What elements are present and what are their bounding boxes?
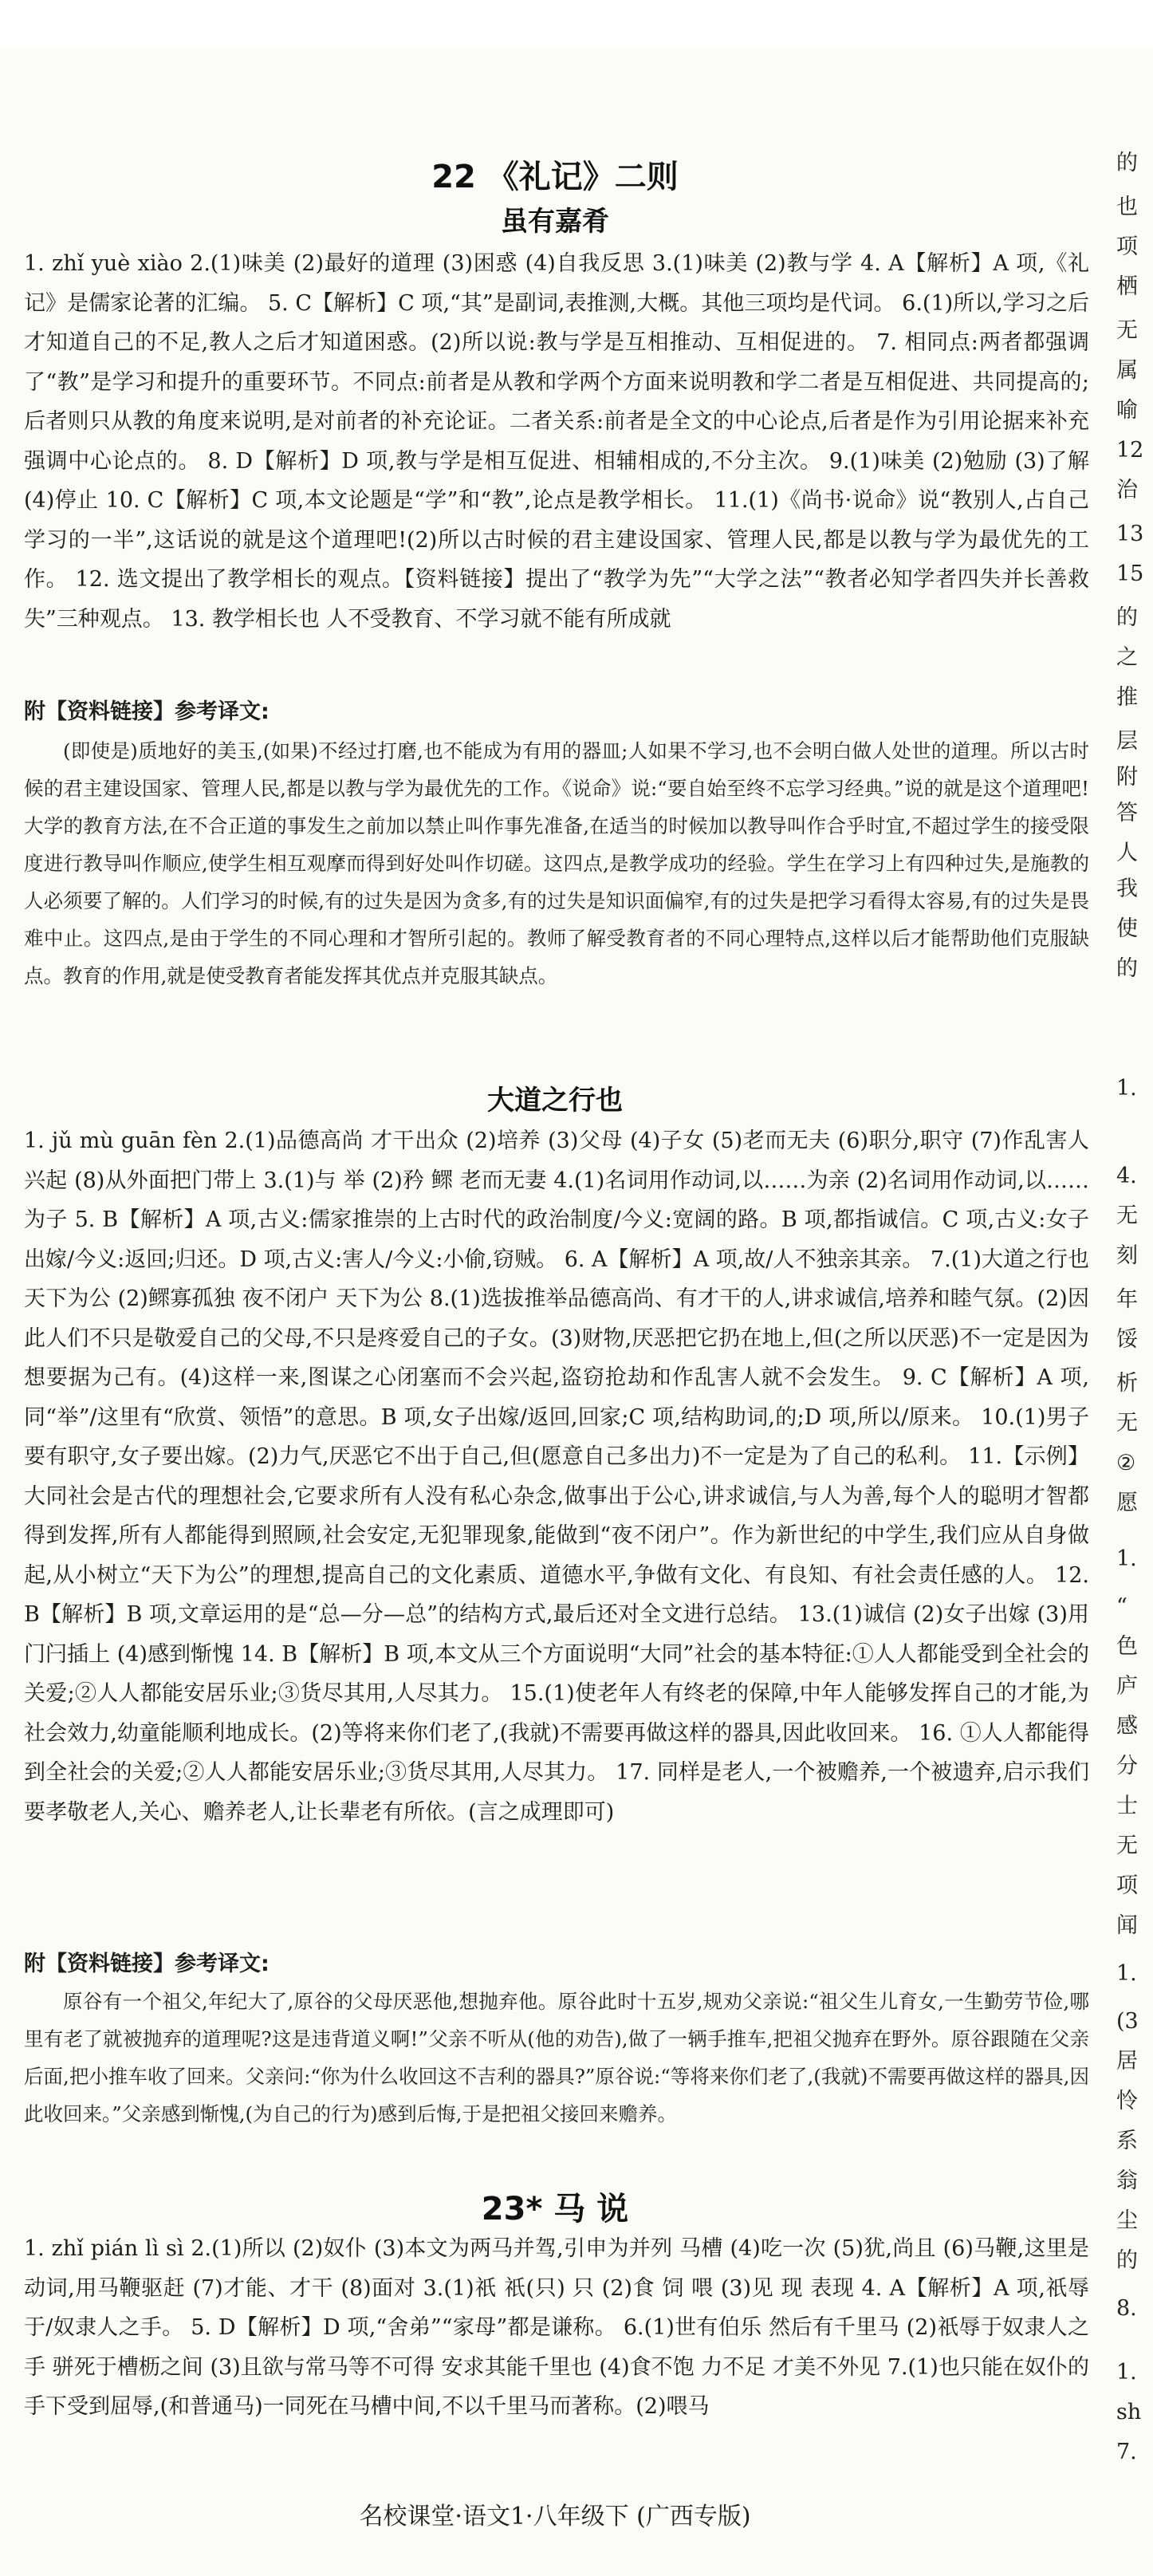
- adjacent-column-char: 1.: [1116, 1961, 1137, 1986]
- adjacent-column-char: 属: [1116, 358, 1138, 383]
- adjacent-column-char: 1.: [1116, 1076, 1137, 1101]
- appendix-label-2: 附【资料链接】参考译文:: [24, 1952, 270, 1976]
- adjacent-column-char: 12: [1116, 438, 1144, 463]
- adjacent-column-char: 闻: [1116, 1913, 1138, 1938]
- adjacent-column-char: 附: [1116, 765, 1138, 790]
- adjacent-column-char: 13: [1116, 522, 1144, 546]
- adjacent-column-char: 分: [1116, 1754, 1138, 1778]
- section-title-sui-you-jia-yao: 虽有嘉肴: [501, 206, 609, 238]
- adjacent-column-char: 1.: [1116, 1546, 1137, 1571]
- adjacent-column-char: 栖: [1116, 274, 1138, 299]
- adjacent-column-char: 析: [1116, 1371, 1138, 1396]
- adjacent-column-char: 1.: [1116, 2360, 1137, 2385]
- adjacent-column-char: 推: [1116, 685, 1138, 710]
- translation-sui-you-jia-yao: (即使是)质地好的美玉,(如果)不经过打磨,也不能成为有用的器皿;人如果不学习,也不会明白做人处世的道理。所以古时候的君主建设国家、管理人民,都是以教与学为最优先的工作。《说命》说:“要自始至终不忘学习经典。”说的就是这个道理吧!大学的教育方法,在不合正道的事发生之前加以禁止叫作事先准备,在适当的时候加以教导叫作合乎时宜,不超过学生的接受限度进行教导叫作顺应,使学生相互观摩而得到好处叫作切磋。这四点,是教学成功的经验。学生在学习上有四种过失,是施教的人必须要了解的。人们学习的时候,有的过失是因为贪多,有的过失是知识面偏窄,有的过失是把学习看得太容易,有的过失是畏难中止。这四点,是由于学生的不同心理和才智所引起的。教师了解受教育者的不同心理特点,这样以后才能帮助他们克服缺点。教育的作用,就是使受教育者能发挥其优点并克服其缺点。: [24, 739, 1089, 987]
- adjacent-column-char: 色: [1116, 1634, 1138, 1659]
- adjacent-column-char: 的: [1116, 956, 1138, 981]
- adjacent-column-char: 也: [1116, 195, 1138, 219]
- adjacent-column-char: sh: [1116, 2400, 1142, 2424]
- adjacent-column-char: 7.: [1116, 2440, 1137, 2464]
- adjacent-column-char: 治: [1116, 478, 1138, 502]
- adjacent-column-char: 的: [1116, 2248, 1138, 2273]
- adjacent-column-char: 使: [1116, 916, 1138, 941]
- adjacent-column-fragment: [1116, 0, 1153, 2576]
- adjacent-column-char: 无: [1116, 1834, 1138, 1858]
- adjacent-column-char: 无: [1116, 1411, 1138, 1436]
- adjacent-column-char: 的: [1116, 605, 1138, 630]
- adjacent-column-char: 4.: [1116, 1164, 1137, 1188]
- adjacent-column-char: 喻: [1116, 398, 1138, 423]
- adjacent-column-char: “: [1116, 1594, 1127, 1619]
- adjacent-column-char: 无: [1116, 1203, 1138, 1228]
- translation-da-dao-zhi-xing-ye: 原谷有一个祖父,年纪大了,原谷的父母厌恶他,想抛弃他。原谷此时十五岁,规劝父亲说:“祖父生儿育女,一生勤劳节俭,哪里有老了就被抛弃的道理呢?这是违背道义啊!”父亲不听从(他的劝告),做了一辆手推车,把祖父抛弃在野外。原谷跟随在父亲后面,把小推车收了回来。父亲问:“你为什么收回这不吉利的器具?”原谷说:“等将来你们老了,(我就)不需要再做这样的器具,因此收回来。”父亲感到惭愧,(为自己的行为)感到后悔,于是把祖父接回来赡养。: [24, 1990, 1089, 2125]
- answers-ma-shuo: 1. zhǐ pián lì sì 2.(1)所以 (2)奴仆 (3)本文为两马并驾,引申为并列 马槽 (4)吃一次 (5)犹,尚且 (6)马鞭,这里是动词,用马鞭驱赶 (7)才能、才干 (8)面对 3.(1)祇 祇(只) 只 (2)食 饲 喂 (3)见 现 表现 4. A【解析】A 项,祇辱于/奴隶人之手。 5. D【解析】D 项,“舍弟”“家母”都是谦称。 6.(1)世有伯乐 然后有千里马 (2)祇辱于奴隶人之手 骈死于槽枥之间 (3)且欲与常马等不可得 安求其能千里也 (4)食不饱 力不足 才美不外见 7.(1)也只能在奴仆的手下受到屈辱,(和普通马)一同死在马槽中间,不以千里马而著称。(2)喂马: [24, 2236, 1089, 2419]
- top-margin: [0, 0, 1153, 48]
- answers-da-dao-zhi-xing-ye: 1. jǔ mù guān fèn 2.(1)品德高尚 才干出众 (2)培养 (3)父母 (4)子女 (5)老而无夫 (6)职分,职守 (7)作乱害人 兴起 (8)从外面把门带上 3.(1)与 举 (2)矜 鳏 老而无妻 4.(1)名词用作动词,以……为亲 (2)名词用作动词,以……为子 5. B【解析】A 项,古义:儒家推崇的上古时代的政治制度/今义:宽阔的路。B 项,都指诚信。C 项,古义:女子出嫁/今义:返回;归还。D 项,古义:害人/今义:小偷,窃贼。 6. A【解析】A 项,故/人不独亲其亲。 7.(1)大道之行也 天下为公 (2)鳏寡孤独 夜不闭户 天下为公 8.(1)选拔推举品德高尚、有才干的人,讲求诚信,培养和睦气氛。(2)因此人们不只是敬爱自己的父母,不只是疼爱自己的子女。(3)财物,厌恶把它扔在地上,但(之所以厌恶)不一定是因为想要据为己有。(4)这样一来,图谋之心闭塞而不会兴起,盗窃抢劫和作乱害人就不会发生。 9. C【解析】A 项,同“举”/这里有“欣赏、领悟”的意思。B 项,女子出嫁/返回,回家;C 项,结构助词,的;D 项,所以/原来。 10.(1)男子要有职守,女子要出嫁。(2)力气,厌恶它不出于自己,但(愿意自己多出力)不一定是为了自己的私利。 11.【示例】大同社会是古代的理想社会,它要求所有人没有私心杂念,做事出于公心,讲求诚信,与人为善,每个人的聪明才智都得到发挥,所有人都能得到照顾,社会安定,无犯罪现象,能做到“夜不闭户”。作为新世纪的中学生,我们应从自身做起,从小树立“天下为公”的理想,提高自己的文化素质、道德水平,争做有文化、有良知、有社会责任感的人。 12. B【解析】B 项,文章运用的是“总—分—总”的结构方式,最后还对全文进行总结。 13.(1)诚信 (2)女子出嫁 (3)用门闩插上 (4)感到惭愧 14. B【解析】B 项,本文从三个方面说明“大同”社会的基本特征:①人人都能受到全社会的关爱;②人人都能安居乐业;③货尽其用,人尽其力。 15.(1)使老年人有终老的保障,中年人能够发挥自己的才能,为社会效力,幼童能顺利地成长。(2)等将来你们老了,(我就)不需要再做这样的器具,因此收回来。 16. ①人人都能得到全社会的关爱;②人人都能安居乐业;③货尽其用,人尽其力。 17. 同样是老人,一个被赡养,一个被遗弃,启示我们要孝敬老人,关心、赡养老人,让长辈老有所依。(言之成理即可): [24, 1128, 1089, 1825]
- adjacent-column-char: 馁: [1116, 1327, 1138, 1352]
- adjacent-column-char: 士: [1116, 1794, 1138, 1818]
- appendix-label-1: 附【资料链接】参考译文:: [24, 699, 270, 724]
- adjacent-column-char: 答: [1116, 801, 1138, 825]
- chapter-23-title: 23* 马 说: [481, 2191, 629, 2227]
- answers-sui-you-jia-yao: 1. zhǐ yuè xiào 2.(1)味美 (2)最好的道理 (3)困惑 (4)自我反思 3.(1)味美 (2)教与学 4. A【解析】A 项,《礼记》是儒家论著的汇编。 5. C【解析】C 项,“其”是副词,表推测,大概。其他三项均是代词。 6.(1)所以,学习之后才知道自己的不足,教人之后才知道困惑。(2)所以说:教与学是互相推动、互相促进的。 7. 相同点:两者都强调了“教”是学习和提升的重要环节。不同点:前者是从教和学两个方面来说明教和学二者是互相促进、共同提高的;后者则只从教的角度来说明,是对前者的补充论证。二者关系:前者是全文的中心论点,后者是作为引用论据来补充强调中心论点的。 8. D【解析】D 项,教与学是相互促进、相辅相成的,不分主次。 9.(1)味美 (2)勉励 (3)了解 (4)停止 10. C【解析】C 项,本文论题是“学”和“教”,论点是教学相长。 11.(1)《尚书·说命》说“教别人,占自己学习的一半”,这话说的就是这个道理吧!(2)所以古时候的君主建设国家、管理人民,都是以教与学为最优先的工作。 12. 选文提出了教学相长的观点。【资料链接】提出了“教学为先”“大学之法”“教者必知学者四失并长善救失”三种观点。 13. 教学相长也 人不受教育、不学习就不能有所成就: [24, 251, 1089, 632]
- adjacent-column-char: 无: [1116, 318, 1138, 343]
- chapter-22-title: 22 《礼记》二则: [431, 159, 679, 195]
- adjacent-column-char: 刻: [1116, 1243, 1138, 1268]
- adjacent-column-char: ②: [1116, 1451, 1136, 1475]
- adjacent-column-char: (3: [1116, 2009, 1139, 2034]
- page-footer: 名校课堂·语文1·八年级下 (广西专版): [359, 2503, 751, 2531]
- adjacent-column-char: 项: [1116, 1873, 1138, 1898]
- adjacent-column-char: 尘: [1116, 2208, 1138, 2233]
- adjacent-column-char: 8.: [1116, 2296, 1137, 2321]
- section-title-da-dao-zhi-xing-ye: 大道之行也: [487, 1085, 623, 1117]
- adjacent-column-char: 系: [1116, 2129, 1138, 2153]
- adjacent-column-char: 感: [1116, 1714, 1138, 1739]
- adjacent-column-char: 年: [1116, 1287, 1138, 1312]
- adjacent-column-char: 怜: [1116, 2089, 1138, 2113]
- adjacent-column-char: 人: [1116, 841, 1138, 865]
- adjacent-column-char: 翁: [1116, 2168, 1138, 2193]
- adjacent-column-char: 愿: [1116, 1491, 1138, 1515]
- adjacent-column-char: 项: [1116, 234, 1138, 259]
- adjacent-column-char: 庐: [1116, 1674, 1138, 1699]
- adjacent-column-char: 我: [1116, 876, 1138, 901]
- adjacent-column-char: 的: [1116, 151, 1138, 175]
- adjacent-column-char: 之: [1116, 645, 1138, 670]
- adjacent-column-char: 层: [1116, 729, 1138, 754]
- adjacent-column-char: 15: [1116, 561, 1144, 586]
- adjacent-column-char: 居: [1116, 2049, 1138, 2074]
